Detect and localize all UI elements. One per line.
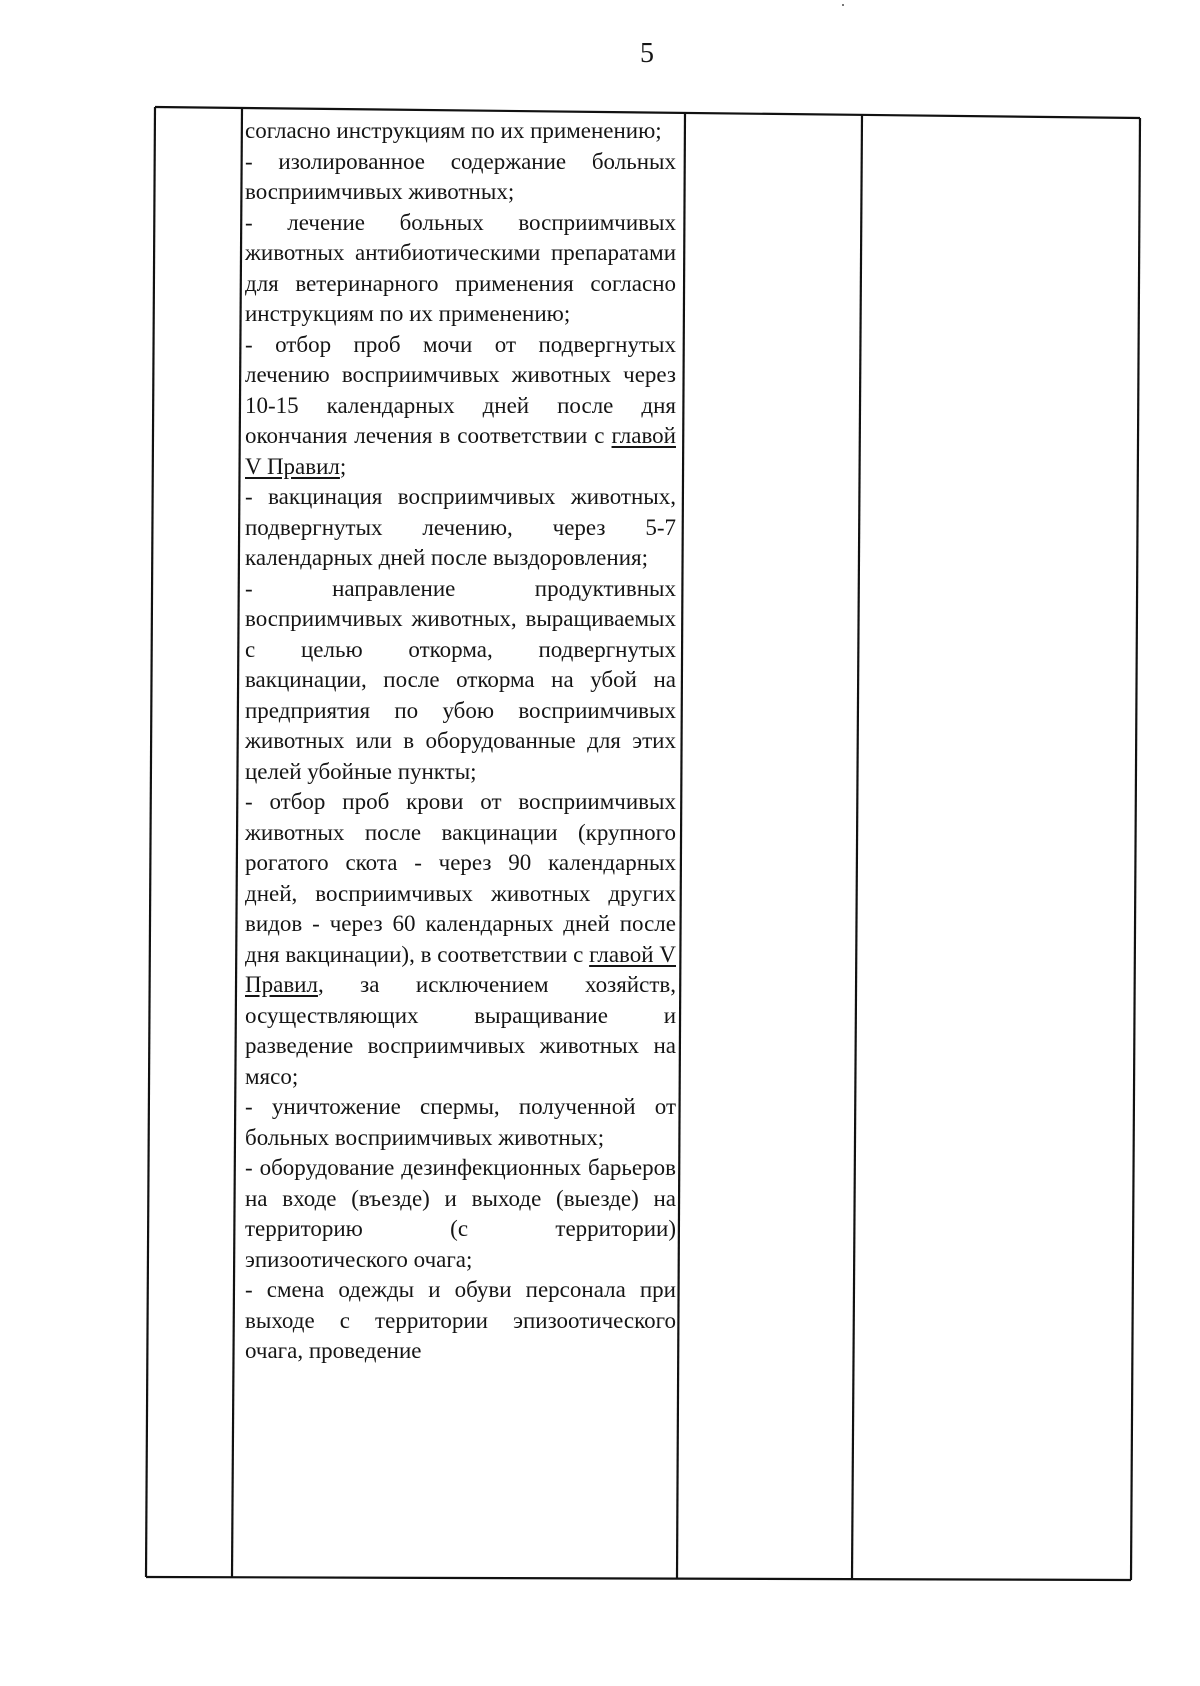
measure-paragraph: - оборудование дезинфекционных барьеров на входе (въезде) и выходе (выезде) на территорию (с территории) эпизоотического очага; (245, 1155, 676, 1272)
measure-paragraph: - отбор проб мочи от подвергнутых лечению восприимчивых животных через 10-15 календарных дней после дня окончания лечения в соответствии с главой V Правил; (245, 331, 676, 479)
measure-paragraph: - уничтожение спермы, полученной от больных восприимчивых животных; (245, 1094, 676, 1150)
measure-paragraph: согласно инструкциям по их применению; (245, 118, 662, 143)
measure-paragraph: - отбор проб крови от восприимчивых животных после вакцинации (крупного рогатого скота - через 90 календарных дней, восприимчивых животных других видов - через 60 календарных дней после дня вакцинации), в соответствии с главой V Правил, за исключением хозяйств, осуществляющих выращивание и разведение восприимчивых животных на мясо; (245, 789, 676, 1089)
measure-paragraph: - смена одежды и обуви персонала при выходе с территории эпизоотического очага, проведение (245, 1277, 676, 1363)
measure-paragraph: - вакцинация восприимчивых животных, подвергнутых лечению, через 5-7 календарных дней после выздоровления; (245, 484, 676, 570)
measure-paragraph: - направление продуктивных восприимчивых животных, выращиваемых с целью откорма, подвергнутых вакцинации, после откорма на убой на предприятия по убою восприимчивых животных или в оборудованные для этих целей убойные пункты; (245, 575, 676, 784)
measure-paragraph: - лечение больных восприимчивых животных антибиотическими препаратами для ветеринарного применения согласно инструкциям по их применению; (245, 209, 676, 326)
rules-chapter-link[interactable]: главой V Правил (245, 941, 676, 997)
page-number: 5 (640, 38, 654, 69)
rules-chapter-link[interactable]: главой V Правил (245, 423, 676, 479)
measures-cell (245, 116, 676, 1367)
measure-paragraph: - изолированное содержание больных восприимчивых животных; (245, 148, 676, 204)
